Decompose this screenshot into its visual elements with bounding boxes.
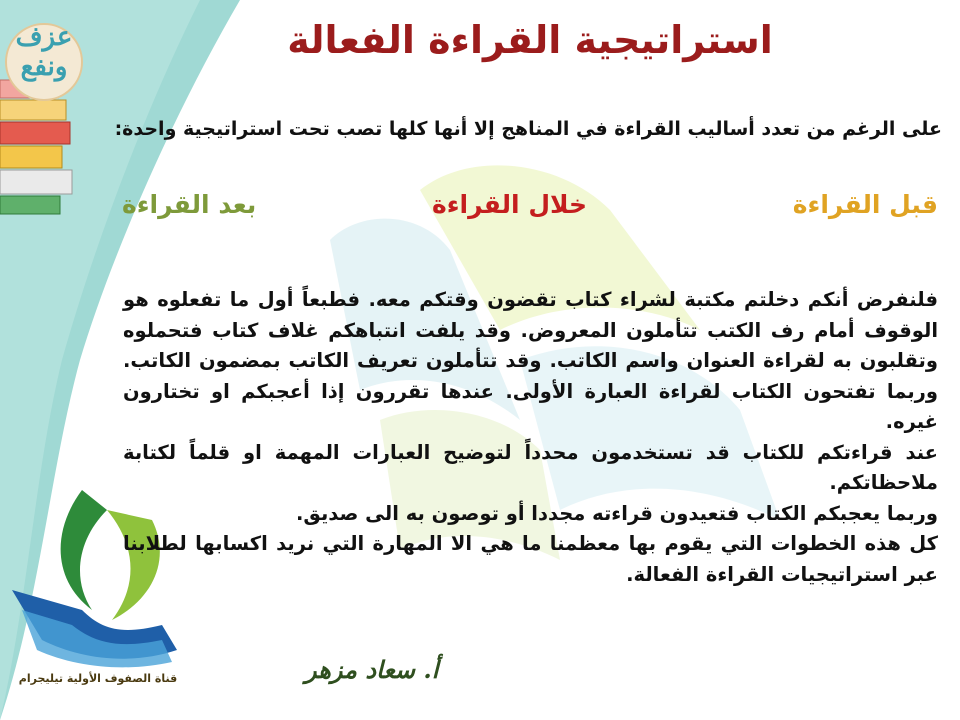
paragraph-before: فلنفرض أنكم دخلتم مكتبة لشراء كتاب تقضون وقتكم معه. فطبعاً أول ما تفعلوه هو الوقوف أمام رف الكتب تتأملون المعروض. وقد يلفت انتباهكم غلاف كتاب فتحملوه وتقلبون به لقراءة العنوان واسم الكاتب. وقد تتأملون تعريف الكاتب بمضمون الكاتب. وربما تفتحون الكتاب لقراءة العبارة الأولى. عندها تقررون إذا أعجبكم او تختارون غيره. <box>123 288 938 433</box>
slide-title: استراتيجية القراءة الفعالة <box>287 18 773 62</box>
channel-label: قناة الصفوف الأولية تيليجرام <box>18 672 178 685</box>
phase-during-reading: خلال القراءة <box>432 190 588 219</box>
intro-text: على الرغم من تعدد أساليب القراءة في المناهج إلا أنها كلها تصب تحت استراتيجية واحدة: <box>114 118 942 140</box>
author-signature: أ. سعاد مزهر <box>305 655 439 684</box>
paragraph-after: وربما يعجبكم الكتاب فتعيدون قراءته مجددا أو توصون به الى صديق. <box>295 501 938 525</box>
paragraph-conclusion: كل هذه الخطوات التي يقوم بها معظمنا ما هي الا المهارة التي نريد اكسابها لطلابنا عبر استراتيجيات القراءة الفعالة. <box>123 532 938 586</box>
body-text <box>123 285 938 590</box>
phase-after-reading: بعد القراءة <box>122 190 257 219</box>
logo-text: عزف ونفع <box>15 22 73 82</box>
phase-before-reading: قبل القراءة <box>792 190 938 219</box>
paragraph-during: عند قراءتكم للكتاب قد تستخدمون محدداً لتوضيح العبارات المهمة او قلماً لكتابة ملاحظاتكم. <box>123 440 938 494</box>
